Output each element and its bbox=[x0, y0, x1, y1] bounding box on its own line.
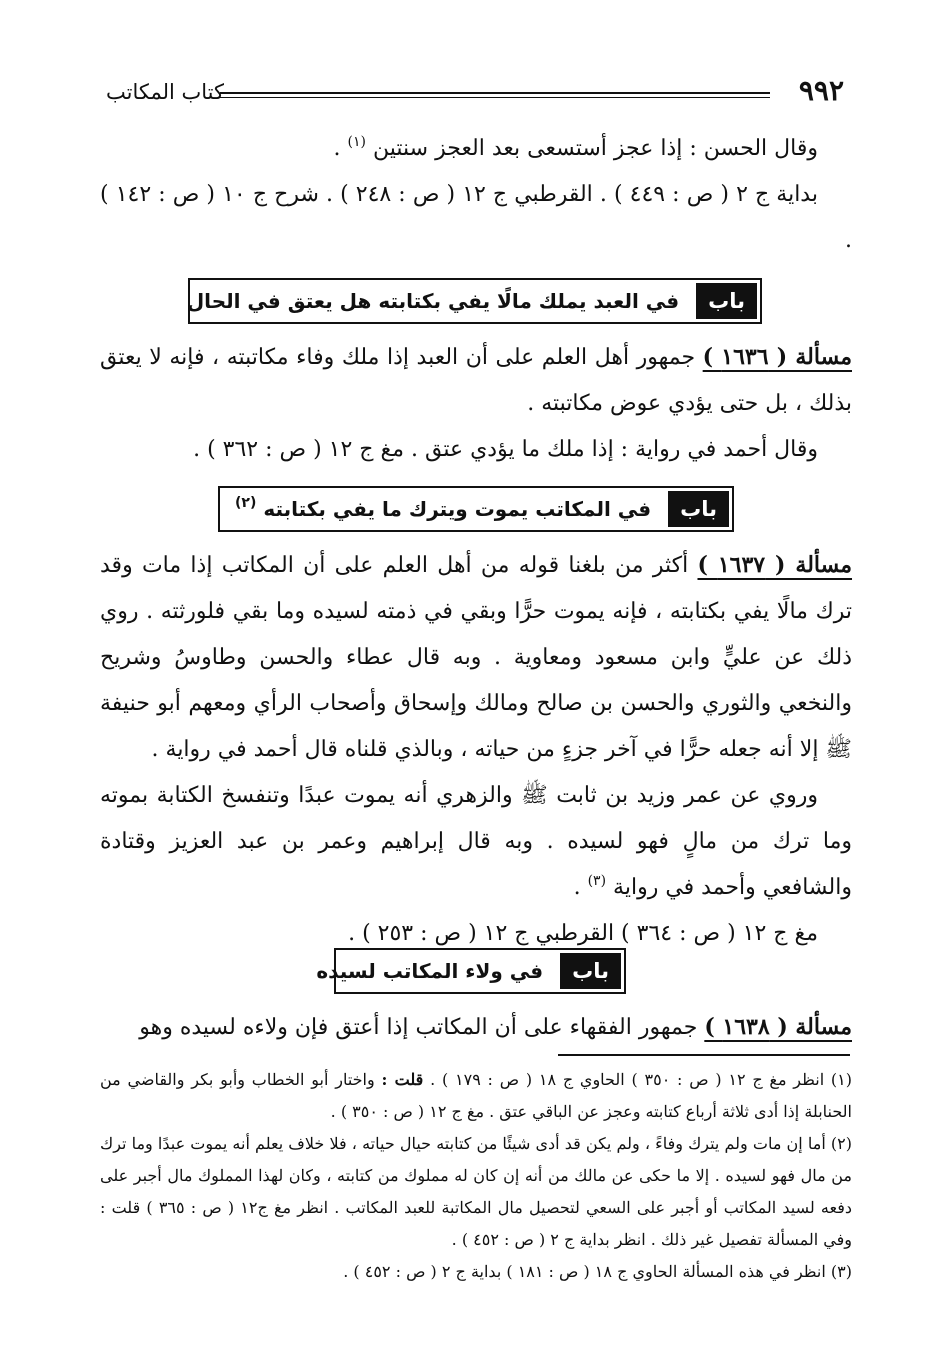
chapter-heading-3 bbox=[316, 948, 626, 994]
footnote-ref-3[interactable]: (٣) bbox=[587, 873, 607, 889]
footnote-ref-2[interactable]: (٢) bbox=[235, 495, 257, 511]
masala-1637-sources: مغ ج ١٢ ( ص : ٣٦٤ ) القرطبي ج ١٢ ( ص : ٢٥٣ ) . bbox=[348, 921, 818, 946]
chapter-heading-1 bbox=[188, 278, 762, 324]
intro-sources: بداية ج ٢ ( ص : ٤٤٩ ) . القرطبي ج ١٢ ( ص : ٢٤٨ ) . شرح ج ١٠ ( ص : ١٤٢ ) . bbox=[100, 182, 852, 253]
opposing-view-text: وروي عن عمر وزيد بن ثابت ﷺ والزهري أنه يموت عبدًا وتنفسخ الكتابة بموته وما ترك من مالٍ فهو لسيده . وبه قال إبراهيم وعمر بن عبد العزيز وقتادة والشافعي وأحمد في رواية bbox=[100, 783, 852, 900]
chapter-heading-2 bbox=[218, 486, 734, 532]
masala-body: جمهور أهل العلم على أن العبد إذا ملك وفاء مكاتبته ، فإنه لا يعتق بذلك ، بل حتى يؤدي عوض مكاتبته . bbox=[100, 345, 852, 416]
hasan-quote-text: وقال الحسن : إذا عجز أستسعى بعد العجز سنتين bbox=[373, 136, 818, 161]
intro-section bbox=[100, 126, 852, 264]
footnote-2: (٢) أما إن مات ولم يترك وفاءً ، ولم يكن قد أدى شيئًا من كتابته حيال حياته ، فلا خلاف يعلم أنه يموت عبدًا وما ترك من مال فهو لسيده . إلا ما حكى عن مالك من أنه إن كان له مملوك من كتابته ، وكان لهذا المملوك مال أجبر على دفعه لسيد المكاتب أو أجبر على السعي لتحصيل مال المكاتبة للعبد المكاتب . انظر مغ ج١٢ ( ص : ٣٦٥ ) قلت : وفي المسألة تفصيل غير ذلك . انظر بداية ج ٢ ( ص : ٤٥٢ ) . bbox=[100, 1134, 852, 1249]
footnote-1-part-b: واختار أبو الخطاب وأبو بكر والقاضي من الحنابلة إذا أدى ثلاثة أرباع كتابته وعجز عن الباقي عتق . مغ ج ١٢ ( ص : ٣٥٠ ) . bbox=[100, 1070, 852, 1121]
masala-1636-text bbox=[100, 334, 852, 427]
masala-body: جمهور الفقهاء على أن المكاتب إذا أعتق فإن ولاءه لسيده وهو bbox=[139, 1015, 698, 1040]
ahmad-riwaya: وقال أحمد في رواية : إذا ملك ما يؤدي عتق . مغ ج ١٢ ( ص : ٣٦٢ ) . bbox=[193, 437, 818, 462]
masala-label: مسألة ( ١٦٣٦ ) bbox=[702, 344, 852, 370]
opposing-view-end: . bbox=[573, 875, 581, 900]
opposing-view bbox=[100, 773, 852, 911]
chapter-title-text: في المكاتب يموت ويترك ما يفي بكتابته bbox=[263, 497, 652, 521]
masala-1636 bbox=[100, 334, 852, 473]
chapter-title: في ولاء المكاتب لسيده bbox=[316, 959, 544, 983]
chapter-title: في العبد يملك مالًا يفي بكتابته هل يعتق في الحال bbox=[186, 289, 680, 313]
footnote-1 bbox=[100, 1064, 852, 1128]
chapter-label: باب bbox=[696, 283, 757, 319]
header-rule bbox=[220, 92, 770, 98]
chapter-title bbox=[221, 497, 665, 521]
book-title: كتاب المكاتب bbox=[106, 80, 225, 104]
hasan-quote bbox=[100, 126, 852, 172]
masala-1637-text bbox=[100, 542, 852, 773]
masala-1638 bbox=[100, 1004, 852, 1051]
masala-label: مسألة ( ١٦٣٨ ) bbox=[704, 1014, 852, 1040]
footnotes bbox=[100, 1064, 852, 1288]
chapter-label: باب bbox=[668, 491, 729, 527]
running-header bbox=[100, 72, 852, 112]
chapter-label: باب bbox=[560, 953, 621, 989]
masala-body: أكثر من بلغنا قوله من أهل العلم على أن المكاتب إذا مات وقد ترك مالًا يفي بكتابته ، فإنه يموت حرًّا وبقي في ذمته لسيده وما بقي فلورثته . روي ذلك عن عليٍّ وابن مسعود ومعاوية . وبه قال عطاء والحسن وطاوسُ وشريح والنخعي والثوري والحسن بن صالح ومالك وإسحاق وأصحاب الرأي ومعهم أبو حنيفة ﷺ إلا أنه جعله حرًّا في آخر جزءٍ من حياته ، وبالذي قلناه قال أحمد في رواية . bbox=[100, 553, 852, 762]
footnote-3: (٣) انظر في هذه المسألة الحاوي ج ١٨ ( ص : ١٨١ ) بداية ج ٢ ( ص : ٤٥٢ ) . bbox=[343, 1262, 852, 1281]
footnote-1-part-a: (١) انظر مغ ج ١٢ ( ص : ٣٥٠ ) الحاوي ج ١٨ ( ص : ١٧٩ ) . bbox=[430, 1070, 852, 1089]
page-number: ٩٩٢ bbox=[798, 74, 844, 107]
masala-label: مسألة ( ١٦٣٧ ) bbox=[697, 552, 853, 578]
masala-1637 bbox=[100, 542, 852, 957]
hasan-quote-end: . bbox=[333, 136, 341, 161]
footnote-separator bbox=[558, 1054, 850, 1056]
footnote-ref-1[interactable]: (١) bbox=[347, 134, 367, 150]
footnote-1-qult: قلت : bbox=[381, 1070, 424, 1089]
masala-1638-text bbox=[100, 1004, 852, 1051]
